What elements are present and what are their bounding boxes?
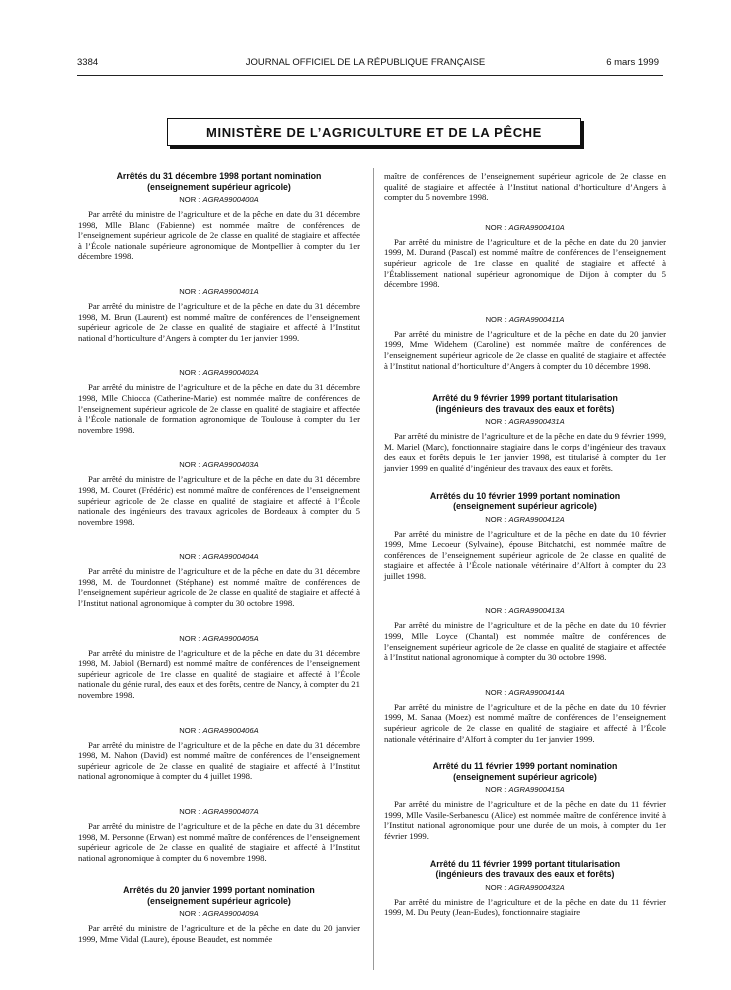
decree-entry xyxy=(78,551,360,608)
column-divider xyxy=(373,168,374,970)
decree-text: Par arrêté du ministre de l’agriculture et de la pêche en date du 10 février 1999, Mlle Loyce (Chantal) est nommée maître de conférences de l’enseignement supérieur agricole de 2e classe en qualité de stagiaire et affectée à l’Institut national agronomique à compter du 30 octobre 1998. xyxy=(384,620,666,663)
nor-reference: NOR : AGRA9900432A xyxy=(485,882,565,892)
nor-reference: NOR : AGRA9900406A xyxy=(179,725,259,735)
decree-text: Par arrêté du ministre de l’agriculture et de la pêche en date du 11 février 1999, Mlle Vasile-Serbanescu (Alice) est nommée maître de conférence invité à l’Institut national agronomique pour une durée de un mois, à compter du 1er février 1999. xyxy=(384,799,666,841)
decree-text: Par arrêté du ministre de l’agriculture et de la pêche en date du 31 décembre 1998, M. Personne (Erwan) est nommé maître de conférences de l’enseignement supérieur agricole de 2e classe en qualité de stagiaire et affecté à l’Institut national agronomique à compter du 6 novembre 1998. xyxy=(78,821,360,863)
decree-text: Par arrêté du ministre de l’agriculture et de la pêche en date du 10 février 1999, M. Sanaa (Moez) est nommé maître de conférences de l’enseignement supérieur agricole de 2e classe en qualité de stagiaire et affecté à l’École nationale vétérinaire d’Alfort à compter du 1er janvier 1999. xyxy=(384,701,666,744)
section-title: Arrêté du 11 février 1999 portant titularisation (ingénieurs des travaux des eaux et forêts) xyxy=(429,858,621,880)
decree-text: Par arrêté du ministre de l’agriculture et de la pêche en date du 9 février 1999, M. Mariel (Marc), fonctionnaire stagiaire dans le corps d’ingénieur des travaux des eaux et forêts depuis le 1er janvier 1998, est titularisé à compter du 1er janvier 1999 en qualité d’ingénieur des travaux des eaux et forêts. xyxy=(384,431,666,473)
nor-reference: NOR : AGRA9900410A xyxy=(485,222,565,232)
nor-reference: NOR : AGRA9900413A xyxy=(485,606,565,616)
nor-reference: NOR : AGRA9900409A xyxy=(179,909,259,919)
nor-reference: NOR : AGRA9900407A xyxy=(179,807,259,816)
decree-text: Par arrêté du ministre de l’agriculture et de la pêche en date du 20 janvier 1999, M. Durand (Pascal) est nommé maître de conférences de l’enseignement supérieur agricole de 1re classe en qualité de stagiaire et affecté à l’Établissement national supérieur agronomique de Dijon à compter du 5 décembre 1998. xyxy=(384,236,666,290)
nor-reference: NOR : AGRA9900431A xyxy=(485,417,565,427)
page-number: 3384 xyxy=(77,57,99,68)
decree-entry xyxy=(78,194,360,262)
section-title: Arrêtés du 20 janvier 1999 portant nomination (enseignement supérieur agricole) xyxy=(123,885,315,906)
decree-text: Par arrêté du ministre de l’agriculture et de la pêche en date du 10 février 1999, Mme Lecoeur (Sylvaine), épouse Bitchatchi, est nommée maître de conférences de l’enseignement supérieur agricole de 2e classe en qualité de stagiaire et affectée à l’École nationale vétérinaire d’Alfort à compter du 23 juillet 1998. xyxy=(384,528,666,581)
nor-reference: NOR : AGRA9900403A xyxy=(179,460,259,470)
nor-reference: NOR : AGRA9900402A xyxy=(179,368,259,378)
left-column xyxy=(78,171,360,945)
nor-reference: NOR : AGRA9900401A xyxy=(179,286,259,296)
nor-reference: NOR : AGRA9900411A xyxy=(485,314,565,324)
decree-text: Par arrêté du ministre de l’agriculture et de la pêche en date du 31 décembre 1998, Mlle Chiocca (Catherine-Marie) est nommée maître de conférences de l’enseignement supérieur agricole de 2e classe en qualité de stagiaire et affectée à l’École nationale de formation agronomique de Toulouse à compter du 1er novembre 1998. xyxy=(78,382,360,435)
decree-text: Par arrêté du ministre de l’agriculture et de la pêche en date du 31 décembre 1998, M. Jabiol (Bernard) est nommé maître de conférences de l’enseignement supérieur agricole de 1re classe en qualité de stagiaire et affecté à l’École nationale du génie rural, des eaux et des forêts, centre de Nancy, à compter du 21 novembre 1998. xyxy=(78,647,360,701)
decree-entry xyxy=(78,367,360,435)
nor-reference: NOR : AGRA9900404A xyxy=(179,552,259,562)
decree-text: Par arrêté du ministre de l’agriculture et de la pêche en date du 20 janvier 1999, Mme Widehem (Caroline) est nommée maître de conférences de l’enseignement supérieur agricole de 2e classe en qualité de stagiaire et affectée à l’Institut national d’horticulture d’Angers à compter du 10 décembre 1998. xyxy=(384,328,666,371)
decree-entry xyxy=(78,725,360,782)
section-title: Arrêté du 9 février 1999 portant titularisation (ingénieurs des travaux des eaux et forêts) xyxy=(432,393,618,414)
decree-text: Par arrêté du ministre de l’agriculture et de la pêche en date du 11 février 1999, M. Du Peuty (Jean-Eudes), fonctionnaire stagiaire xyxy=(384,896,666,918)
ministry-banner xyxy=(167,118,581,146)
page-header xyxy=(0,57,731,71)
ministry-title: MINISTÈRE DE L’AGRICULTURE ET DE LA PÊCHE xyxy=(206,124,542,140)
header-rule xyxy=(77,75,663,76)
issue-date: 6 mars 1999 xyxy=(606,57,659,68)
decree-entry xyxy=(78,286,360,343)
nor-reference: NOR : AGRA9900414A xyxy=(485,687,565,697)
nor-reference: NOR : AGRA9900412A xyxy=(485,514,565,524)
decree-entry xyxy=(78,633,360,701)
decree-text: Par arrêté du ministre de l’agriculture et de la pêche en date du 31 décembre 1998, M. Couret (Frédéric) est nommé maître de conférences de l’enseignement supérieur agricole de 2e classe en qualité de stagiaire et affecté à l’École nationale des ingénieurs des travaux agricoles de Bordeaux à compter du 5 novembre 1998. xyxy=(78,474,360,527)
decree-text: Par arrêté du ministre de l’agriculture et de la pêche en date du 31 décembre 1998, Mlle Blanc (Fabienne) est nommée maître de conférences de l’enseignement supérieur agricole de 2e classe en qualité de stagiaire et affectée à l’École nationale supérieure agronomique de Montpellier à compter du 1er décembre 1998. xyxy=(78,209,360,262)
section-title: Arrêtés du 31 décembre 1998 portant nomination (enseignement supérieur agricole) xyxy=(116,171,322,192)
decree-text: Par arrêté du ministre de l’agriculture et de la pêche en date du 31 décembre 1998, M. Nahon (David) est nommé maître de conférences de l’enseignement supérieur agricole de 2e classe en qualité de stagiaire et affecté à l’Institut national agronomique à compter du 4 juillet 1998. xyxy=(78,739,360,782)
decree-text: Par arrêté du ministre de l’agriculture et de la pêche en date du 20 janvier 1999, Mme Vidal (Laure), épouse Beaudet, est nommée xyxy=(78,923,360,944)
journal-title: JOURNAL OFFICIEL DE LA RÉPUBLIQUE FRANÇAISE xyxy=(245,57,486,68)
decree-text: Par arrêté du ministre de l’agriculture et de la pêche en date du 31 décembre 1998, M. Brun (Laurent) est nommé maître de conférences de l’enseignement supérieur agricole de 2e classe en qualité de stagiaire et affecté à l’Institut national d’horticulture d’Angers à compter du 1er janvier 1999. xyxy=(78,300,360,343)
right-column xyxy=(384,171,666,918)
decree-entry xyxy=(78,459,360,527)
section-title: Arrêté du 11 février 1999 portant nomination (enseignement supérieur agricole) xyxy=(432,761,618,782)
nor-reference: NOR : AGRA9900400A xyxy=(179,195,259,204)
nor-reference: NOR : AGRA9900415A xyxy=(485,785,565,795)
decree-text-continued: maître de conférences de l’enseignement supérieur agricole de 2e classe en qualité de stagiaire et affectée à l’Institut national d’horticulture d’Angers à compter du 5 novembre 1998. xyxy=(384,171,666,203)
nor-reference: NOR : AGRA9900405A xyxy=(179,633,259,643)
decree-entry xyxy=(78,806,360,863)
decree-text: Par arrêté du ministre de l’agriculture et de la pêche en date du 31 décembre 1998, M. de Tourdonnet (Stéphane) est nommé maître de conférences de l’enseignement supérieur agricole de 2e classe en qualité de stagiaire et affecté à l’Institut national agronomique à compter du 30 octobre 1998. xyxy=(78,566,360,609)
section-title: Arrêtés du 10 février 1999 portant nomination (enseignement supérieur agricole) xyxy=(429,490,621,511)
